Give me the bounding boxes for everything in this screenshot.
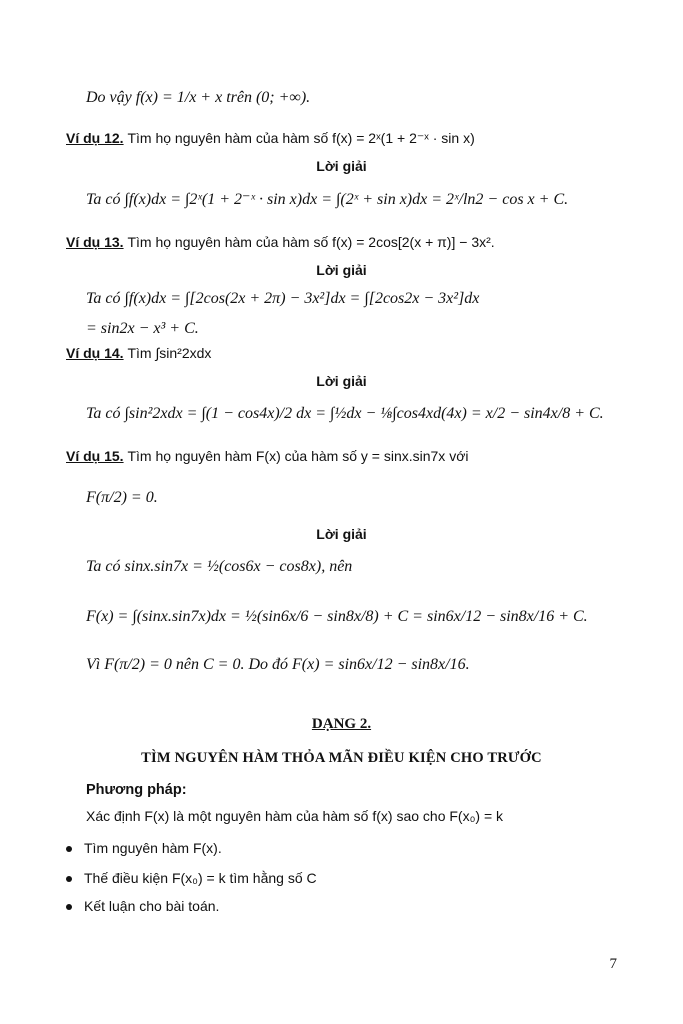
example-14-label: Ví dụ 14. (66, 345, 124, 361)
section-title: TÌM NGUYÊN HÀM THỎA MÃN ĐIỀU KIỆN CHO TRƯỚC (141, 750, 542, 766)
solution-15-step-2: F(x) = ∫(sinx.sin7x)dx = ½(sin6x/6 − sin8x/8) + C = sin6x/12 − sin8x/16 + C. (86, 608, 588, 625)
example-15-label: Ví dụ 15. (66, 448, 124, 464)
example-13 (66, 232, 495, 253)
example-12-label: Ví dụ 12. (66, 130, 124, 146)
solution-15-step-1: Ta có sinx.sin7x = ½(cos6x − cos8x), nên (86, 558, 353, 575)
bullet-icon (66, 876, 72, 882)
bullet-text: Tìm nguyên hàm F(x). (84, 840, 222, 856)
solution-13-formula-1: Ta có ∫f(x)dx = ∫[2cos(2x + 2π) − 3x²]dx = ∫[2cos2x − 3x²]dx (86, 290, 480, 307)
example-15-statement: Tìm họ nguyên hàm F(x) của hàm số y = sinx.sin7x với (127, 448, 469, 464)
bullet-icon (66, 904, 72, 910)
example-14 (66, 343, 211, 364)
solution-heading-12: Lời giải (316, 158, 367, 174)
example-13-label: Ví dụ 13. (66, 234, 124, 250)
method-text: Xác định F(x) là một nguyên hàm của hàm số f(x) sao cho F(x₀) = k (86, 808, 504, 824)
example-13-statement: Tìm họ nguyên hàm của hàm số f(x) = 2cos[2(x + π)] − 3x². (127, 234, 495, 250)
bullet-icon (66, 846, 72, 852)
solution-heading-15: Lời giải (316, 526, 367, 542)
solution-12-formula: Ta có ∫f(x)dx = ∫2ˣ(1 + 2⁻ˣ · sin x)dx = ∫(2ˣ + sin x)dx = 2ˣ/ln2 − cos x + C. (86, 191, 569, 208)
page-number: 7 (609, 956, 617, 972)
bullet-text: Thế điều kiện F(x₀) = k tìm hằng số C (84, 870, 317, 886)
example-12-statement: Tìm họ nguyên hàm của hàm số f(x) = 2ˣ(1 + 2⁻ˣ · sin x) (127, 130, 475, 146)
section-label: DẠNG 2. (311, 716, 372, 732)
example-12 (66, 128, 475, 149)
conclusion-line: Do vậy f(x) = 1/x + x trên (0; +∞). (86, 89, 311, 106)
example-15-condition: F(π/2) = 0. (86, 489, 158, 506)
bullet-item (66, 896, 219, 916)
bullet-text: Kết luận cho bài toán. (84, 898, 220, 914)
example-15 (66, 446, 468, 467)
solution-15-step-3: Vì F(π/2) = 0 nên C = 0. Do đó F(x) = sin6x/12 − sin8x/16. (86, 656, 470, 673)
solution-heading-14: Lời giải (316, 373, 367, 389)
bullet-item (66, 838, 222, 858)
bullet-item (66, 868, 317, 888)
solution-heading-13: Lời giải (316, 262, 367, 278)
solution-14-formula: Ta có ∫sin²2xdx = ∫(1 − cos4x)/2 dx = ∫½dx − ⅛∫cos4xd(4x) = x/2 − sin4x/8 + C. (86, 405, 604, 422)
solution-13-formula-2: = sin2x − x³ + C. (86, 320, 199, 337)
example-14-statement: Tìm ∫sin²2xdx (127, 345, 212, 361)
method-label: Phương pháp: (86, 782, 187, 798)
